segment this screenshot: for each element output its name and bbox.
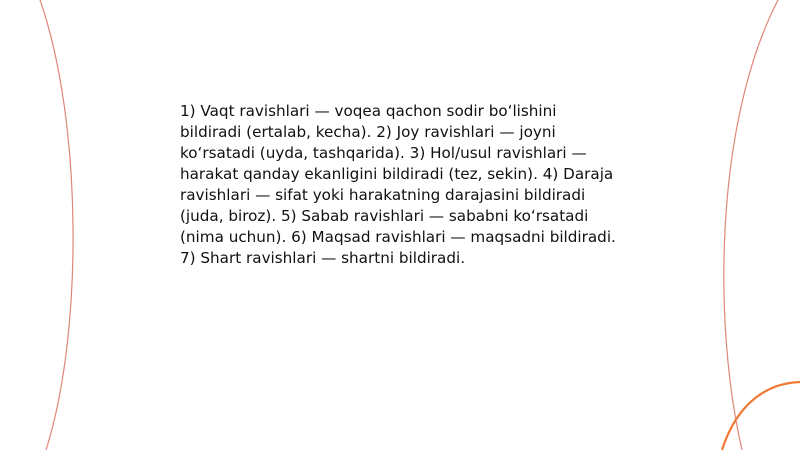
left-thin-curve	[40, 0, 73, 450]
right-thin-curve	[724, 0, 778, 450]
accent-orange-arc	[722, 382, 800, 450]
slide-body-text: 1) Vaqt ravishlari — voqea qachon sodir boʻlishini bildiradi (ertalab, kecha). 2) Joy ravishlari — joyni koʻrsatadi (uyda, tashqarida). 3) Hol/usul ravishlari — harakat qanday ekanligini bildiradi (tez, sekin). 4) Daraja ravishlari — sifat yoki harakatning darajasini bildiradi (juda, biroz). 5) Sabab ravishlari — sababni koʻrsatadi (nima uchun). 6) Maqsad ravishlari — maqsadni bildiradi. 7) Shart ravishlari — shartni bildiradi.	[180, 102, 616, 267]
